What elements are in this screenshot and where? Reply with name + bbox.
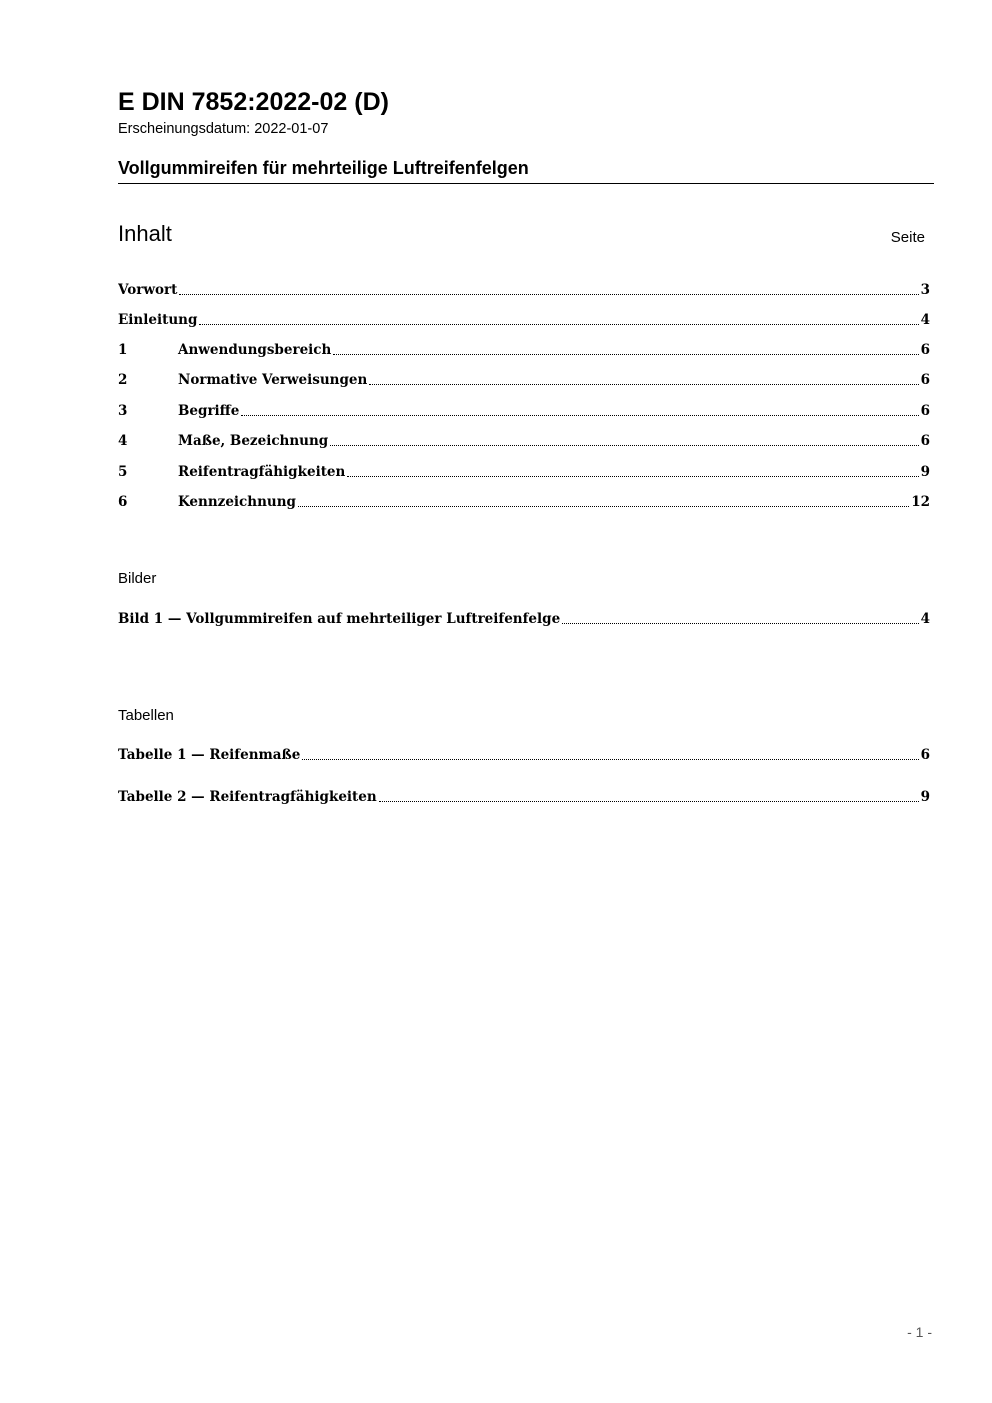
toc-entry-title: Begriffe — [178, 403, 240, 419]
dot-leader — [179, 293, 918, 295]
toc-entry-masse-bezeichnung[interactable] — [118, 430, 930, 452]
toc-entry-einleitung[interactable] — [118, 309, 930, 331]
dot-leader — [302, 758, 918, 760]
toc-heading: Inhalt — [118, 221, 172, 246]
dot-leader — [241, 414, 918, 416]
toc-entry-kennzeichnung[interactable] — [118, 491, 930, 513]
toc-entry-page: 12 — [911, 494, 930, 510]
toc-entry-page: 9 — [920, 464, 930, 480]
toc-entry-page: 6 — [920, 433, 930, 449]
toc-entry-anwendungsbereich[interactable] — [118, 339, 930, 361]
toc-entry-number: 3 — [118, 403, 128, 419]
toc-entry-number: 4 — [118, 433, 128, 449]
table-entry-tabelle-2[interactable] — [118, 786, 930, 808]
dot-leader — [298, 505, 909, 507]
table-entry-title: Tabelle 1 — Reifenmaße — [118, 747, 301, 763]
toc-entry-vorwort[interactable] — [118, 279, 930, 301]
toc-entry-title: Reifentragfähigkeiten — [178, 464, 346, 480]
dot-leader — [562, 622, 918, 624]
figure-entry-title: Bild 1 — Vollgummireifen auf mehrteiliger Luftreifenfelge — [118, 611, 561, 627]
dot-leader — [199, 323, 918, 325]
dot-leader — [347, 475, 918, 477]
toc-entry-title: Vorwort — [118, 282, 178, 298]
table-entry-title: Tabelle 2 — Reifentragfähigkeiten — [118, 789, 377, 805]
toc-entry-page: 6 — [920, 372, 930, 388]
toc-entry-page: 3 — [920, 282, 930, 298]
publication-date: Erscheinungsdatum: 2022-01-07 — [118, 121, 329, 137]
figures-heading: Bilder — [118, 570, 157, 587]
table-entry-page: 6 — [920, 747, 930, 763]
dot-leader — [369, 383, 918, 385]
toc-entry-number: 1 — [118, 342, 128, 358]
toc-entry-title: Maße, Bezeichnung — [178, 433, 329, 449]
document-id: E DIN 7852:2022-02 (D) — [118, 88, 389, 116]
dot-leader — [379, 800, 919, 802]
tables-heading: Tabellen — [118, 707, 174, 724]
toc-entry-page: 6 — [920, 342, 930, 358]
title-underline — [118, 183, 934, 184]
toc-entry-number: 6 — [118, 494, 128, 510]
toc-entry-title: Kennzeichnung — [178, 494, 296, 510]
toc-entry-number: 5 — [118, 464, 128, 480]
toc-entry-title: Normative Verweisungen — [178, 372, 368, 388]
toc-entry-normative-verweisungen[interactable] — [118, 369, 930, 391]
table-entry-tabelle-1[interactable] — [118, 744, 930, 766]
page-column-label: Seite — [890, 229, 925, 246]
document-title: Vollgummireifen für mehrteilige Luftreifenfelgen — [118, 158, 529, 178]
dot-leader — [330, 444, 918, 446]
figure-entry-bild-1[interactable] — [118, 608, 930, 630]
toc-entry-number: 2 — [118, 372, 128, 388]
toc-entry-begriffe[interactable] — [118, 400, 930, 422]
page-number: - 1 - — [907, 1324, 932, 1340]
table-entry-page: 9 — [920, 789, 930, 805]
dot-leader — [333, 353, 918, 355]
toc-entry-title: Anwendungsbereich — [178, 342, 332, 358]
toc-entry-title: Einleitung — [118, 312, 198, 328]
figure-entry-page: 4 — [920, 611, 930, 627]
toc-entry-reifentragfaehigkeiten[interactable] — [118, 461, 930, 483]
toc-entry-page: 6 — [920, 403, 930, 419]
toc-entry-page: 4 — [920, 312, 930, 328]
